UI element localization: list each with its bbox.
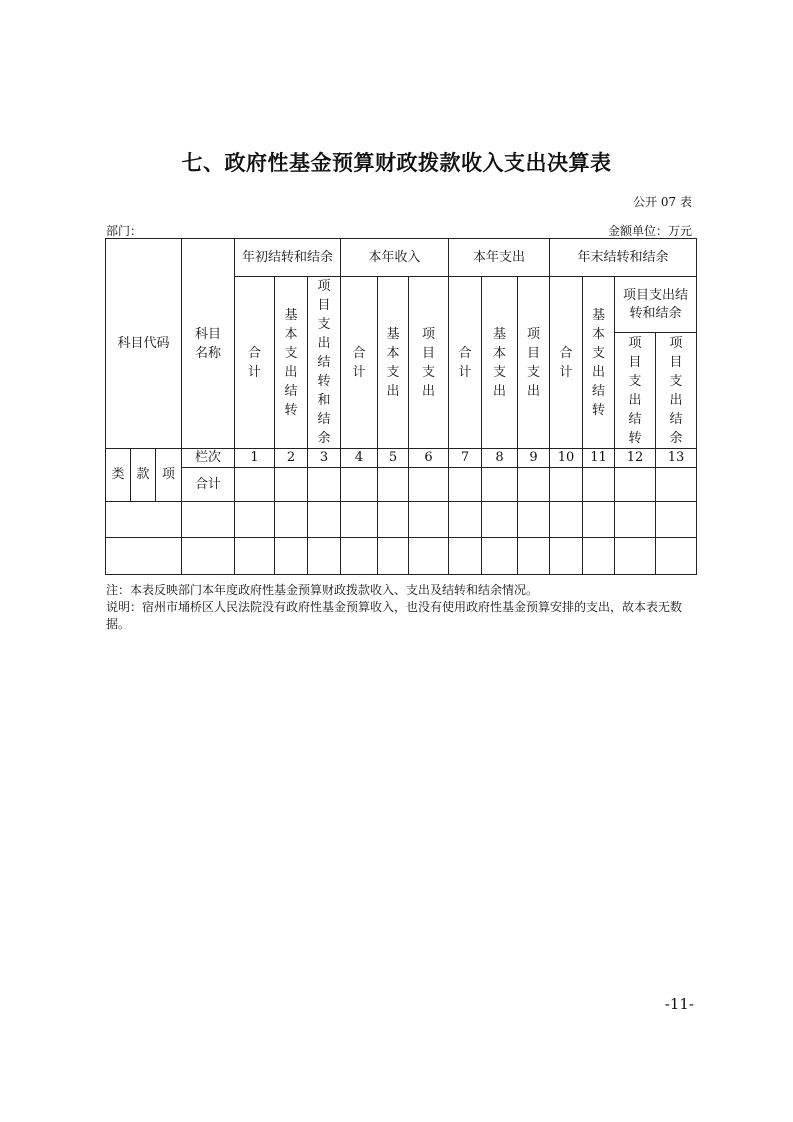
header-expense-project: 项目支出: [518, 277, 550, 449]
index-cell: 8: [482, 449, 518, 468]
header-income-total: 合计: [341, 277, 378, 449]
explanation-text: 说明：宿州市埇桥区人民法院没有政府性基金预算收入，也没有使用政府性基金预算安排的支出，故本表无数据。: [106, 600, 683, 631]
index-cell: 4: [341, 449, 378, 468]
index-cell: 11: [583, 449, 615, 468]
header-subject-code: 科目代码: [106, 239, 182, 449]
empty-cell: [235, 468, 275, 502]
empty-cell: [275, 468, 308, 502]
document-title: 七、政府性基金预算财政拨款收入支出决算表: [181, 151, 612, 175]
header-end-basic-carry: 基本支出结转: [583, 277, 615, 449]
page-number: -11-: [664, 995, 694, 1013]
index-cell: 13: [656, 449, 697, 468]
index-cell: 2: [275, 449, 308, 468]
form-number: 公开 07 表: [633, 195, 692, 209]
header-begin-balance: 年初结转和结余: [235, 239, 341, 277]
header-expense: 本年支出: [449, 239, 550, 277]
row-index-label: 栏次: [182, 449, 235, 468]
code-item: 项: [156, 449, 182, 502]
index-cell: 3: [308, 449, 341, 468]
index-cell: 5: [378, 449, 409, 468]
row-total-label: 合计: [182, 468, 235, 502]
empty-row: [106, 538, 697, 575]
header-subject-name: 科目名称: [182, 239, 235, 449]
empty-cell: [518, 468, 550, 502]
index-cell: 9: [518, 449, 550, 468]
header-begin-total: 合计: [235, 277, 275, 449]
empty-cell: [615, 468, 656, 502]
header-begin-basic-carry: 基本支出结转: [275, 277, 308, 449]
index-cell: 7: [449, 449, 482, 468]
empty-cell: [449, 468, 482, 502]
empty-cell: [656, 468, 697, 502]
empty-row: [106, 502, 697, 538]
amount-unit-label: 金额单位：万元: [607, 224, 692, 238]
header-begin-project-carry: 项目支出结转和结余: [308, 277, 341, 449]
index-cell: 1: [235, 449, 275, 468]
index-cell: 10: [550, 449, 583, 468]
header-end-project-group: 项目支出结转和结余: [615, 277, 697, 333]
notes-block: [106, 582, 694, 633]
empty-cell: [308, 468, 341, 502]
header-end-total: 合计: [550, 277, 583, 449]
empty-cell: [583, 468, 615, 502]
empty-cell: [341, 468, 378, 502]
department-label: 部门：: [106, 224, 143, 238]
header-end-project-surplus: 项目支出结余: [656, 333, 697, 449]
header-end-balance: 年末结转和结余: [550, 239, 697, 277]
empty-cell: [550, 468, 583, 502]
empty-cell: [409, 468, 449, 502]
empty-cell: [482, 468, 518, 502]
header-expense-total: 合计: [449, 277, 482, 449]
header-income: 本年收入: [341, 239, 449, 277]
code-class: 类: [106, 449, 131, 502]
note-text: 注：本表反映部门本年度政府性基金预算财政拨款收入、支出及结转和结余情况。: [106, 583, 539, 597]
index-cell: 12: [615, 449, 656, 468]
header-income-project: 项目支出: [409, 277, 449, 449]
header-expense-basic: 基本支出: [482, 277, 518, 449]
header-end-project-carry: 项目支出结转: [615, 333, 656, 449]
empty-cell: [378, 468, 409, 502]
header-income-basic: 基本支出: [378, 277, 409, 449]
fund-budget-table: [105, 238, 697, 575]
code-section: 款: [131, 449, 156, 502]
index-cell: 6: [409, 449, 449, 468]
